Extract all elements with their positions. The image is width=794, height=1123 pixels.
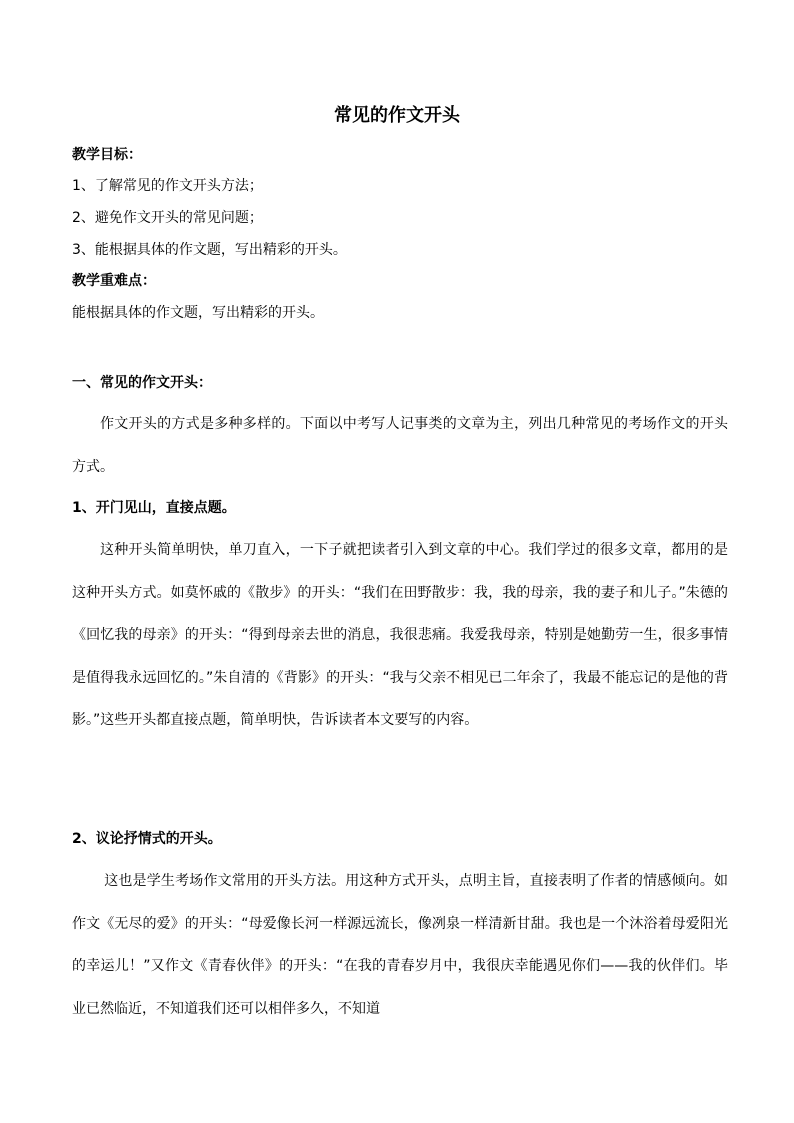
key-points-heading: 教学重难点：	[72, 273, 156, 289]
objectives-heading: 教学目标：	[72, 147, 142, 163]
section1-heading: 一、常见的作文开头：	[72, 375, 212, 391]
method2-heading: 2、议论抒情式的开头。	[72, 831, 222, 847]
section1-intro: 作文开头的方式是多种多样的。下面以中考写人记事类的文章为主，列出几种常见的考场作文的开头方式。	[72, 416, 728, 475]
objective-item-3: 3、能根据具体的作文题，写出精彩的开头。	[72, 242, 347, 258]
method2-text: 这也是学生考场作文常用的开头方法。用这种方式开头，点明主旨，直接表明了作者的情感倾向。如作文《无尽的爱》的开头：“母爱像长河一样源远流长，像冽泉一样清新甘甜。我也是一个沐浴着母爱阳光的幸运儿！”又作文《青春伙伴》的开头：“在我的青春岁月中，我很庆幸能遇见你们——我的伙伴们。毕业已然临近，不知道我们还可以相伴多久，不知道	[72, 873, 728, 1017]
objective-item-2: 2、避免作文开头的常见问题；	[72, 210, 263, 226]
method1-heading: 1、开门见山，直接点题。	[72, 500, 236, 516]
objective-item-1: 1、了解常见的作文开头方法；	[72, 178, 263, 194]
document-title: 常见的作文开头	[334, 105, 460, 126]
key-points-text: 能根据具体的作文题，写出精彩的开头。	[72, 305, 324, 321]
method1-text: 这种开头简单明快，单刀直入，一下子就把读者引入到文章的中心。我们学过的很多文章，都用的是这种开头方式。如莫怀戚的《散步》的开头：“我们在田野散步：我，我的母亲，我的妻子和儿子。”朱德的《回忆我的母亲》的开头：“得到母亲去世的消息，我很悲痛。我爱我母亲，特别是她勤劳一生，很多事情是值得我永远回忆的。”朱自清的《背影》的开头：“我与父亲不相见已二年余了，我最不能忘记的是他的背影。”这些开头都直接点题，简单明快，告诉读者本文要写的内容。	[72, 542, 728, 728]
